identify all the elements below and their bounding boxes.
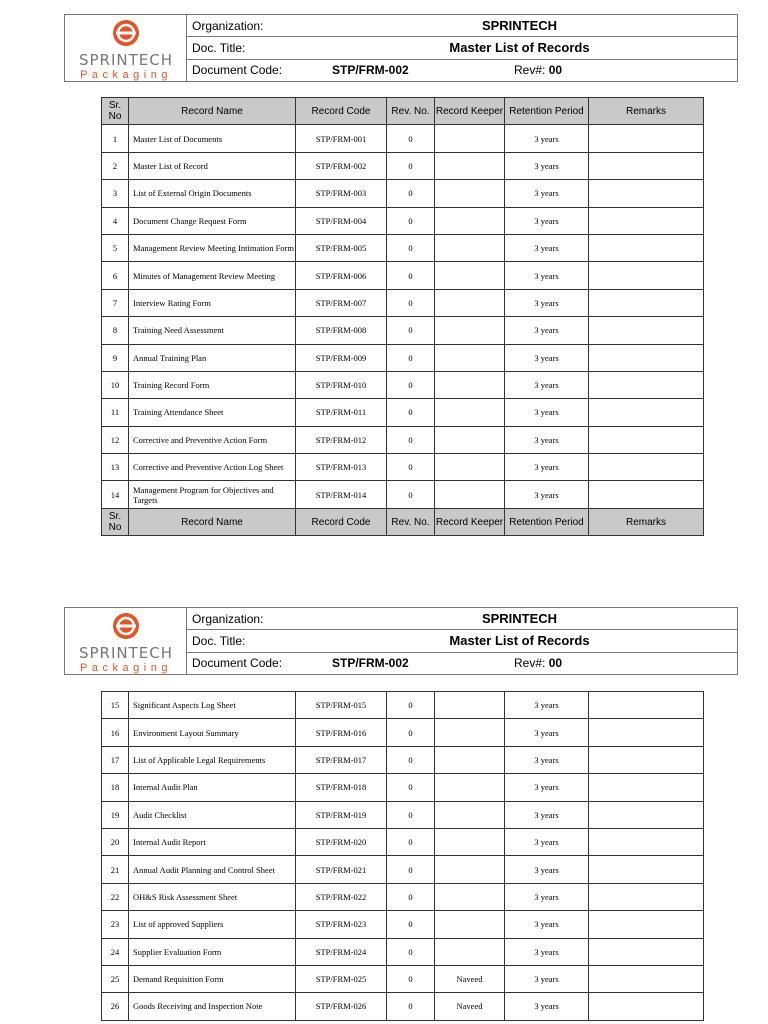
col-record-keeper-cell [435,344,505,371]
table-row [102,883,704,910]
table-row [102,125,704,152]
table-row [102,692,704,719]
col-remarks-cell [589,180,704,207]
col-rev-no-cell: 0 [387,234,435,261]
document-header-page2 [64,607,738,675]
col-remarks-cell [589,207,704,234]
col-sr-no-cell: 21 [102,856,129,883]
table-row [102,426,704,453]
records-table-page2 [101,691,704,1021]
col-remarks-cell [589,719,704,746]
col-remarks-cell [589,481,704,508]
col-rev-no-cell: 0 [387,344,435,371]
col-rev-no-cell: 0 [387,426,435,453]
col-sr-no-cell: 8 [102,317,129,344]
col-record-name-cell: Training Attendance Sheet [129,399,296,426]
col-remarks-cell [589,262,704,289]
col-rev-no-cell: 0 [387,692,435,719]
rev-value: 00 [548,63,563,78]
col-retention-period-cell: 3 years [505,125,589,152]
org-label: Organization: [192,611,264,626]
col-record-code-cell: STP/FRM-016 [296,719,387,746]
code-value: STP/FRM-002 [332,656,409,671]
col-record-code-cell: STP/FRM-011 [296,399,387,426]
col-retention-period-cell: 3 years [505,152,589,179]
col-remarks-cell [589,454,704,481]
col-sr-no-cell: 14 [102,481,129,508]
table-row [102,289,704,316]
col-record-name-header: Record Name [129,98,296,125]
table-row [102,481,704,508]
col-record-name-cell: Significant Aspects Log Sheet [129,692,296,719]
records-table-page1 [101,97,704,536]
col-retention-period-cell: 3 years [505,371,589,398]
table-row [102,234,704,261]
col-record-name-cell: Corrective and Preventive Action Form [129,426,296,453]
col-remarks-cell [589,692,704,719]
col-record-keeper-cell [435,207,505,234]
table-row [102,719,704,746]
logo-emblem-icon [111,18,141,48]
col-retention-period-cell: 3 years [505,911,589,938]
col-record-code-cell: STP/FRM-009 [296,344,387,371]
col-sr-no-cell: 24 [102,938,129,965]
col-record-name-cell: Goods Receiving and Inspection Note [129,993,296,1020]
col-record-name-cell: Annual Training Plan [129,344,296,371]
col-record-keeper-cell [435,746,505,773]
col-record-keeper-cell: Naveed [435,993,505,1020]
col-rev-no-cell: 0 [387,828,435,855]
col-rev-no-cell: 0 [387,262,435,289]
col-retention-period-cell: 3 years [505,774,589,801]
col-remarks-cell [589,399,704,426]
col-remarks-cell [589,344,704,371]
col-retention-period-cell: 3 years [505,746,589,773]
col-record-keeper-cell [435,719,505,746]
col-record-name-cell: Master List of Documents [129,125,296,152]
col-rev-no-cell: 0 [387,371,435,398]
org-value: SPRINTECH [481,18,558,34]
col-rev-no-cell: 0 [387,289,435,316]
col-retention-period-cell: 3 years [505,262,589,289]
col-remarks-cell [589,828,704,855]
col-record-keeper-cell [435,911,505,938]
code-label: Document Code: [192,656,283,671]
col-remarks-cell [589,371,704,398]
col-rev-no-cell: 0 [387,965,435,992]
col-record-keeper-cell [435,289,505,316]
table-row [102,207,704,234]
rev-label: Rev#: [514,656,546,671]
table-row [102,911,704,938]
col-sr-no-cell: 5 [102,234,129,261]
col-sr-no-cell: 18 [102,774,129,801]
col-rev-no-cell: 0 [387,152,435,179]
col-sr-no-cell: 11 [102,399,129,426]
col-retention-period-cell: 3 years [505,454,589,481]
header-row-organization [187,15,737,37]
col-record-keeper-cell [435,125,505,152]
col-sr-no-cell: 25 [102,965,129,992]
col-record-name-cell: Management Program for Objectives and Targets [129,481,296,508]
col-sr-no-cell: 23 [102,911,129,938]
col-sr-no-header: Sr. No [102,508,129,535]
col-remarks-cell [589,883,704,910]
col-record-name-cell: List of approved Suppliers [129,911,296,938]
col-record-name-header: Record Name [129,508,296,535]
table-row [102,774,704,801]
col-record-code-cell: STP/FRM-002 [296,152,387,179]
header-row-title [187,37,737,59]
col-retention-period-cell: 3 years [505,828,589,855]
rev-field [472,63,562,77]
col-record-code-cell: STP/FRM-004 [296,207,387,234]
col-retention-period-cell: 3 years [505,317,589,344]
col-retention-period-cell: 3 years [505,856,589,883]
col-record-code-cell: STP/FRM-022 [296,883,387,910]
col-record-code-cell: STP/FRM-017 [296,746,387,773]
document-header [64,14,738,82]
col-rev-no-cell: 0 [387,993,435,1020]
col-record-name-cell: List of External Origin Documents [129,180,296,207]
col-rev-no-cell: 0 [387,125,435,152]
col-retention-period-cell: 3 years [505,344,589,371]
col-rev-no-cell: 0 [387,399,435,426]
col-rev-no-cell: 0 [387,207,435,234]
title-value: Master List of Records [449,633,590,649]
col-rev-no-cell: 0 [387,801,435,828]
table-header-row [102,508,704,535]
col-record-keeper-header: Record Keeper [435,98,505,125]
col-remarks-cell [589,152,704,179]
table-row [102,801,704,828]
col-record-keeper-cell [435,828,505,855]
col-sr-no-cell: 7 [102,289,129,316]
col-retention-period-cell: 3 years [505,965,589,992]
logo-emblem-icon [111,611,141,641]
title-value: Master List of Records [449,40,590,56]
col-sr-no-cell: 4 [102,207,129,234]
col-rev-no-cell: 0 [387,911,435,938]
rev-value: 00 [548,656,563,671]
col-rev-no-cell: 0 [387,481,435,508]
col-record-name-cell: Management Review Meeting Intimation Form [129,234,296,261]
header-row-title [187,630,737,652]
col-remarks-cell [589,317,704,344]
col-rev-no-cell: 0 [387,856,435,883]
col-remarks-cell [589,426,704,453]
col-record-code-header: Record Code [296,98,387,125]
table-row [102,344,704,371]
col-sr-no-cell: 9 [102,344,129,371]
col-record-keeper-cell [435,938,505,965]
col-record-name-cell: Demand Requisition Form [129,965,296,992]
col-remarks-header: Remarks [589,98,704,125]
company-logo [65,608,187,674]
col-record-keeper-cell [435,481,505,508]
col-record-name-cell: Training Need Assessment [129,317,296,344]
col-sr-no-cell: 19 [102,801,129,828]
col-record-name-cell: Master List of Record [129,152,296,179]
table-row [102,938,704,965]
col-sr-no-cell: 10 [102,371,129,398]
col-record-code-cell: STP/FRM-014 [296,481,387,508]
col-remarks-cell [589,993,704,1020]
table-row [102,746,704,773]
col-record-keeper-cell [435,399,505,426]
table-row [102,454,704,481]
col-record-code-header: Record Code [296,508,387,535]
col-rev-no-cell: 0 [387,317,435,344]
col-record-code-cell: STP/FRM-003 [296,180,387,207]
col-retention-period-cell: 3 years [505,938,589,965]
code-label: Document Code: [192,63,283,78]
col-remarks-cell [589,746,704,773]
col-remarks-cell [589,125,704,152]
col-record-name-cell: Annual Audit Planning and Control Sheet [129,856,296,883]
col-rev-no-cell: 0 [387,883,435,910]
header-row-organization [187,608,737,630]
col-record-code-cell: STP/FRM-006 [296,262,387,289]
col-retention-period-cell: 3 years [505,692,589,719]
col-record-code-cell: STP/FRM-007 [296,289,387,316]
table-row [102,856,704,883]
col-record-name-cell: Minutes of Management Review Meeting [129,262,296,289]
col-record-code-cell: STP/FRM-023 [296,911,387,938]
table-header-row [102,98,704,125]
col-record-keeper-cell [435,371,505,398]
col-rev-no-cell: 0 [387,180,435,207]
org-label: Organization: [192,18,264,33]
logo-sub-text: Packaging [80,69,172,81]
col-record-name-cell: Internal Audit Plan [129,774,296,801]
col-record-name-cell: Audit Checklist [129,801,296,828]
col-remarks-cell [589,234,704,261]
col-record-code-cell: STP/FRM-012 [296,426,387,453]
col-record-keeper-header: Record Keeper [435,508,505,535]
col-record-code-cell: STP/FRM-015 [296,692,387,719]
col-remarks-cell [589,774,704,801]
col-sr-no-cell: 2 [102,152,129,179]
col-record-keeper-cell [435,234,505,261]
col-record-keeper-cell [435,454,505,481]
table-row [102,152,704,179]
col-retention-period-cell: 3 years [505,801,589,828]
col-record-code-cell: STP/FRM-024 [296,938,387,965]
logo-sub-text: Packaging [80,662,172,674]
col-retention-period-cell: 3 years [505,207,589,234]
col-record-code-cell: STP/FRM-019 [296,801,387,828]
col-retention-period-cell: 3 years [505,234,589,261]
company-logo [65,15,187,81]
col-sr-no-cell: 1 [102,125,129,152]
col-sr-no-cell: 22 [102,883,129,910]
table-row [102,180,704,207]
col-record-keeper-cell [435,317,505,344]
logo-brand-text: SPRINTECH [78,644,174,662]
col-record-code-cell: STP/FRM-001 [296,125,387,152]
table-row [102,262,704,289]
col-record-name-cell: Internal Audit Report [129,828,296,855]
col-remarks-cell [589,289,704,316]
col-record-code-cell: STP/FRM-005 [296,234,387,261]
col-record-keeper-cell [435,883,505,910]
col-retention-period-cell: 3 years [505,481,589,508]
col-sr-no-cell: 12 [102,426,129,453]
header-row-code [187,653,737,674]
col-record-name-cell: Document Change Request Form [129,207,296,234]
rev-label: Rev#: [514,63,546,78]
code-value: STP/FRM-002 [332,63,409,78]
header-row-code [187,60,737,81]
title-label: Doc. Title: [192,633,246,648]
col-rev-no-header: Rev. No. [387,98,435,125]
col-remarks-cell [589,965,704,992]
col-record-name-cell: Environment Layout Summary [129,719,296,746]
col-record-keeper-cell [435,426,505,453]
col-record-keeper-cell [435,856,505,883]
col-retention-period-cell: 3 years [505,719,589,746]
col-sr-no-cell: 6 [102,262,129,289]
col-remarks-header: Remarks [589,508,704,535]
col-sr-no-header: Sr. No [102,98,129,125]
table-row [102,317,704,344]
col-retention-period-header: Retention Period [505,508,589,535]
col-sr-no-cell: 16 [102,719,129,746]
col-record-keeper-cell [435,152,505,179]
logo-brand-text: SPRINTECH [78,51,174,69]
col-record-code-cell: STP/FRM-025 [296,965,387,992]
col-record-keeper-cell [435,692,505,719]
col-retention-period-cell: 3 years [505,883,589,910]
col-remarks-cell [589,856,704,883]
rev-field [472,656,562,670]
col-record-keeper-cell [435,801,505,828]
col-record-name-cell: Training Record Form [129,371,296,398]
col-retention-period-header: Retention Period [505,98,589,125]
col-record-keeper-cell: Naveed [435,965,505,992]
col-sr-no-cell: 17 [102,746,129,773]
col-rev-no-cell: 0 [387,454,435,481]
col-sr-no-cell: 20 [102,828,129,855]
col-record-code-cell: STP/FRM-013 [296,454,387,481]
col-record-name-cell: OH&S Risk Assessment Sheet [129,883,296,910]
table-row [102,828,704,855]
title-label: Doc. Title: [192,40,246,55]
col-record-name-cell: Interview Rating Form [129,289,296,316]
col-record-code-cell: STP/FRM-018 [296,774,387,801]
col-record-code-cell: STP/FRM-026 [296,993,387,1020]
col-remarks-cell [589,938,704,965]
col-remarks-cell [589,801,704,828]
col-retention-period-cell: 3 years [505,426,589,453]
col-sr-no-cell: 3 [102,180,129,207]
col-record-keeper-cell [435,262,505,289]
table-row [102,371,704,398]
col-retention-period-cell: 3 years [505,399,589,426]
col-rev-no-header: Rev. No. [387,508,435,535]
col-record-name-cell: List of Applicable Legal Requirements [129,746,296,773]
col-rev-no-cell: 0 [387,938,435,965]
col-remarks-cell [589,911,704,938]
col-record-name-cell: Supplier Evaluation Form [129,938,296,965]
col-rev-no-cell: 0 [387,746,435,773]
col-record-code-cell: STP/FRM-008 [296,317,387,344]
col-sr-no-cell: 15 [102,692,129,719]
table-row [102,993,704,1020]
col-rev-no-cell: 0 [387,719,435,746]
col-record-name-cell: Corrective and Preventive Action Log Sheet [129,454,296,481]
col-record-code-cell: STP/FRM-021 [296,856,387,883]
col-record-code-cell: STP/FRM-020 [296,828,387,855]
col-retention-period-cell: 3 years [505,180,589,207]
table-row [102,399,704,426]
table-row [102,965,704,992]
col-sr-no-cell: 13 [102,454,129,481]
org-value: SPRINTECH [481,611,558,627]
col-rev-no-cell: 0 [387,774,435,801]
col-record-keeper-cell [435,774,505,801]
col-retention-period-cell: 3 years [505,289,589,316]
col-record-keeper-cell [435,180,505,207]
col-retention-period-cell: 3 years [505,993,589,1020]
col-sr-no-cell: 26 [102,993,129,1020]
col-record-code-cell: STP/FRM-010 [296,371,387,398]
